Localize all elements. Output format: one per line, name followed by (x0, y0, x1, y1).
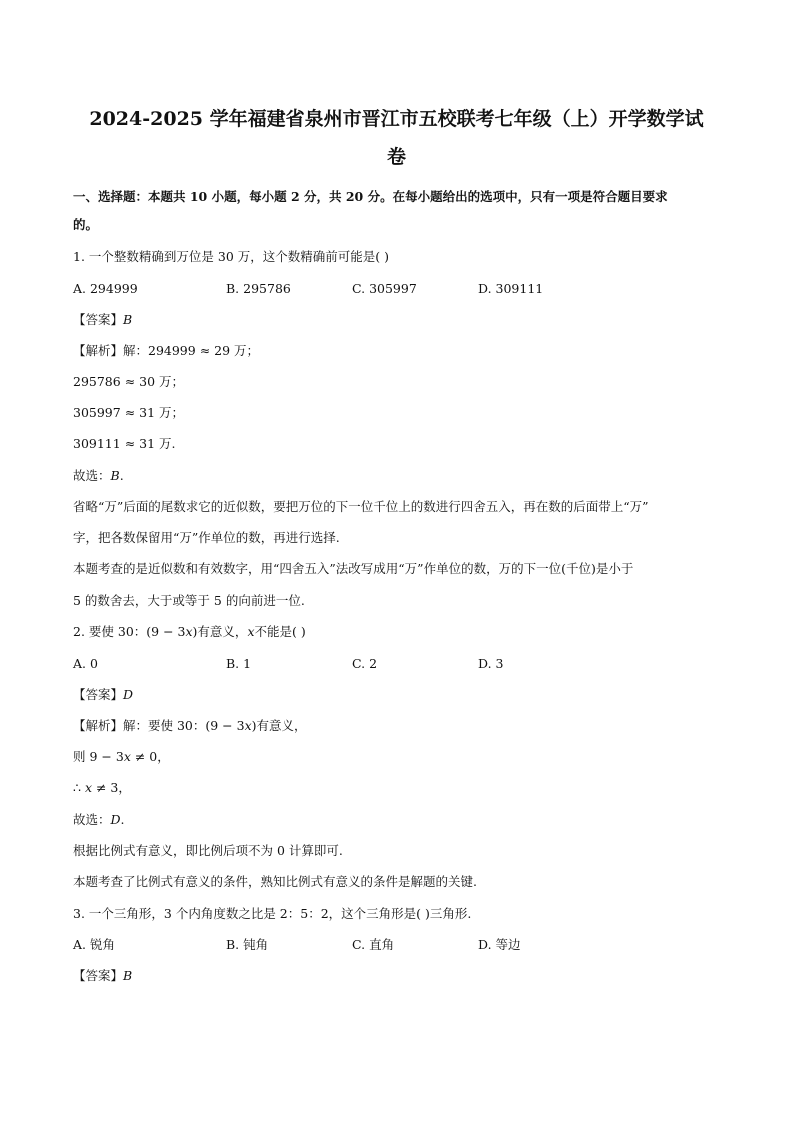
question-2-stem (73, 623, 306, 641)
choice-suffix: . (120, 812, 125, 827)
analysis-part: 【解析】解：要使 30：(9 − 3 (73, 718, 245, 733)
answer-label: 【答案】 (73, 312, 124, 327)
section-heading-line-1: 一、选择题：本题共 10 小题，每小题 2 分，共 20 分。在每小题给出的选项中，只有一项是符合题目要求 (73, 189, 668, 204)
document-title (60, 100, 733, 176)
step-part: 则 9 − 3 (73, 749, 124, 764)
question-2-explanation-line-1: 根据比例式有意义，即比例后项不为 0 计算即可. (73, 843, 343, 858)
question-3-stem: 3. 一个三角形，3 个内角度数之比是 2：5：2，这个三角形是( )三角形. (73, 906, 472, 921)
title-line-2: 卷 (386, 146, 406, 168)
therefore-symbol: ∴ (73, 780, 85, 795)
stem-part: 不能是( ) (254, 624, 306, 639)
question-1-analysis-line-2: 295786 ≈ 30 万； (73, 374, 185, 389)
question-3-answer (73, 967, 132, 985)
question-2-step-1 (73, 748, 170, 766)
question-1-analysis-line-1: 【解析】解：294999 ≈ 29 万； (73, 343, 260, 358)
question-1-explanation-line-3: 本题考查的是近似数和有效数字，用“四舍五入”法改写成用“万”作单位的数，万的下一位(千位)是小于 (73, 561, 634, 576)
variable-x: x (244, 718, 252, 733)
question-1-option-a: A. 294999 (73, 281, 138, 296)
question-3-option-d: D. 等边 (478, 937, 521, 952)
variable-x: x (185, 624, 193, 639)
choice-value: B (110, 468, 120, 483)
answer-value: B (123, 312, 133, 327)
choice-prefix: 故选： (73, 812, 111, 827)
variable-x: x (123, 749, 131, 764)
question-1-option-d: D. 309111 (478, 281, 544, 296)
question-3-option-a: A. 锐角 (73, 937, 115, 952)
question-2-option-c: C. 2 (352, 656, 378, 671)
question-1-analysis-line-4: 309111 ≈ 31 万. (73, 436, 176, 451)
question-3-option-c: C. 直角 (352, 937, 395, 952)
question-3-option-b: B. 钝角 (226, 937, 269, 952)
question-1-option-b: B. 295786 (226, 281, 291, 296)
answer-label: 【答案】 (73, 968, 124, 983)
question-1-explanation-line-4: 5 的数舍去，大于或等于 5 的向前进一位. (73, 593, 305, 608)
section-heading-line-2: 的。 (73, 217, 99, 232)
variable-x: x (247, 624, 255, 639)
answer-label: 【答案】 (73, 687, 124, 702)
answer-value: D (123, 687, 134, 702)
question-2-option-d: D. 3 (478, 656, 504, 671)
variable-x: x (84, 780, 92, 795)
step-part: ≠ 0， (130, 749, 170, 764)
question-2-step-2 (73, 779, 131, 797)
question-2-answer (73, 686, 133, 704)
question-2-analysis-line-1 (73, 717, 307, 735)
question-1-choice (73, 467, 124, 485)
question-2-explanation-line-2: 本题考查了比例式有意义的条件，熟知比例式有意义的条件是解题的关键. (73, 874, 477, 889)
question-1-stem: 1. 一个整数精确到万位是 30 万，这个数精确前可能是( ) (73, 249, 389, 264)
question-1-explanation-line-2: 字，把各数保留用“万”作单位的数，再进行选择. (73, 530, 340, 545)
question-1-explanation-line-1: 省略“万”后面的尾数求它的近似数，要把万位的下一位千位上的数进行四舍五入，再在数的后面带上“万” (73, 499, 649, 514)
stem-part: )有意义， (192, 624, 248, 639)
title-line-1: 2024-2025 学年福建省泉州市晋江市五校联考七年级（上）开学数学试 (89, 108, 704, 130)
answer-value: B (123, 968, 133, 983)
question-2-choice (73, 811, 125, 829)
stem-part: 2. 要使 30：(9 − 3 (73, 624, 186, 639)
choice-suffix: . (119, 468, 124, 483)
choice-value: D (110, 812, 121, 827)
question-2-option-a: A. 0 (73, 656, 98, 671)
choice-prefix: 故选： (73, 468, 111, 483)
question-1-option-c: C. 305997 (352, 281, 417, 296)
question-1-analysis-line-3: 305997 ≈ 31 万； (73, 405, 185, 420)
question-2-option-b: B. 1 (226, 656, 252, 671)
question-1-answer (73, 311, 132, 329)
step-part: ≠ 3， (92, 780, 131, 795)
analysis-part: )有意义， (251, 718, 307, 733)
